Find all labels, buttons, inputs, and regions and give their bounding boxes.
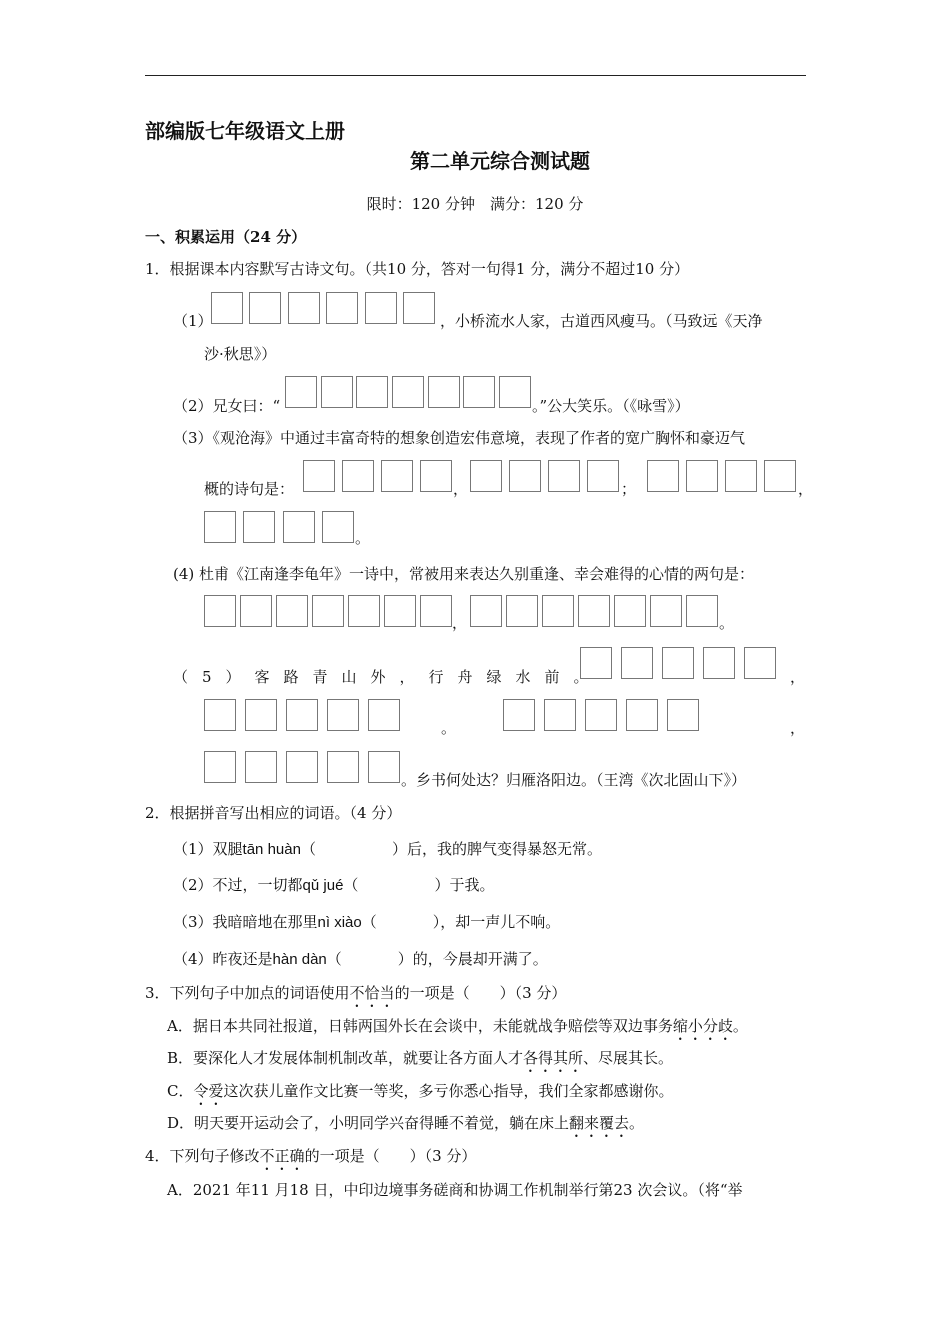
answer-box[interactable] <box>204 699 236 731</box>
answer-box[interactable] <box>286 751 318 783</box>
option-text: 、尽展其长。 <box>583 1049 674 1067</box>
answer-box[interactable] <box>647 460 679 492</box>
answer-box[interactable] <box>249 292 281 324</box>
answer-box[interactable] <box>470 460 502 492</box>
q3-stem-text: 的一项是（ ）（3 分） <box>394 984 567 1002</box>
answer-box[interactable] <box>764 460 796 492</box>
q1-3-head: 概的诗句是： <box>204 480 295 498</box>
page-title: 第二单元综合测试题 <box>410 149 590 173</box>
header-rule <box>145 75 806 76</box>
pinyin: nì xiào <box>317 914 362 931</box>
q4-option-a[interactable]: A．2021 年11 月18 日，中印边境事务磋商和协调工作机制举行第23 次会议。（将“举 <box>167 1181 743 1199</box>
answer-box[interactable] <box>428 376 460 408</box>
option-text: C． <box>167 1082 194 1100</box>
answer-box[interactable] <box>503 699 535 731</box>
answer-box[interactable] <box>509 460 541 492</box>
emphasis-text: 令爱 <box>193 1082 224 1100</box>
q1-4-line1: (4) 杜甫《江南逢李龟年》一诗中，常被用来表达久别重逢、幸会难得的心情的两句是： <box>173 565 755 583</box>
answer-box[interactable] <box>470 595 502 627</box>
answer-box[interactable] <box>499 376 531 408</box>
answer-box[interactable] <box>368 699 400 731</box>
emphasis-text: 不恰当 <box>349 984 395 1002</box>
paren: （ <box>326 950 342 968</box>
answer-box[interactable] <box>650 595 682 627</box>
answer-box[interactable] <box>285 376 317 408</box>
paren: （ <box>361 913 377 931</box>
period: 。 <box>355 529 371 547</box>
emphasis-text: 缩小分歧 <box>672 1017 733 1035</box>
answer-box[interactable] <box>204 595 236 627</box>
answer-box[interactable] <box>506 595 538 627</box>
answer-box[interactable] <box>686 460 718 492</box>
answer-box[interactable] <box>686 595 718 627</box>
answer-box[interactable] <box>548 460 580 492</box>
q2-item-4 <box>173 949 548 970</box>
answer-box[interactable] <box>356 376 388 408</box>
q4-stem-text: 的一项是（ ）（3 分） <box>304 1147 477 1165</box>
answer-box[interactable] <box>245 699 277 731</box>
answer-box[interactable] <box>585 699 617 731</box>
option-text: A．据日本共同社报道，日韩两国外长在会谈中，未能就战争赔偿等双边事务 <box>167 1017 673 1035</box>
q3-option-b[interactable] <box>167 1048 673 1076</box>
answer-box[interactable] <box>703 647 735 679</box>
answer-box[interactable] <box>276 595 308 627</box>
q3-option-c[interactable] <box>167 1081 674 1109</box>
answer-box[interactable] <box>368 751 400 783</box>
q1-5-tail: 。乡书何处达？归雁洛阳边。（王湾《次北固山下》） <box>401 771 747 789</box>
emphasis-text: 各得其所 <box>523 1049 584 1067</box>
q3-stem-text: 3．下列句子中加点的词语使用 <box>145 984 350 1002</box>
q2-item-text: ）于我。 <box>434 876 495 894</box>
period: 。 <box>441 719 457 737</box>
option-text: B．要深化人才发展体制机制改革，就要让各方面人才 <box>167 1049 524 1067</box>
answer-box[interactable] <box>384 595 416 627</box>
answer-box[interactable] <box>662 647 694 679</box>
answer-box[interactable] <box>326 292 358 324</box>
answer-box[interactable] <box>365 292 397 324</box>
emphasis-text: 不正确 <box>259 1147 305 1165</box>
time-limit: 限时：120 分钟 满分：120 分 <box>366 195 584 213</box>
answer-box[interactable] <box>211 292 243 324</box>
pinyin: tān huàn <box>242 841 301 858</box>
q2-item-text: （3）我暗暗地在那里 <box>173 913 318 931</box>
q2-item-text: ）的，今晨却开满了。 <box>397 950 548 968</box>
answer-box[interactable] <box>327 699 359 731</box>
answer-box[interactable] <box>243 511 275 543</box>
q3-option-d[interactable] <box>167 1113 644 1141</box>
answer-box[interactable] <box>614 595 646 627</box>
paren: （ <box>343 876 359 894</box>
comma: ， <box>453 480 469 498</box>
answer-box[interactable] <box>667 699 699 731</box>
q4-stem <box>145 1146 476 1174</box>
answer-box[interactable] <box>240 595 272 627</box>
answer-box[interactable] <box>321 376 353 408</box>
period: 。 <box>719 614 735 632</box>
pinyin: qǔ jué <box>302 877 344 894</box>
q1-3-line1: （3）《观沧海》中通过丰富奇特的想象创造宏伟意境，表现了作者的宽广胸怀和豪迈气 <box>173 429 746 447</box>
q4-stem-text: 4．下列句子修改 <box>145 1147 260 1165</box>
q2-item-text: （1）双腿 <box>173 840 243 858</box>
q2-item-text: （4）昨夜还是 <box>173 950 273 968</box>
q1-5-head: （5）客路青山外，行舟绿水前。 <box>173 668 603 686</box>
answer-box[interactable] <box>621 647 653 679</box>
option-text: 这次获儿童作文比赛一等奖，多亏你悉心指导，我们全家都感谢你。 <box>223 1082 674 1100</box>
q1-1-number: （1） <box>173 312 213 330</box>
answer-box[interactable] <box>626 699 658 731</box>
answer-box[interactable] <box>204 511 236 543</box>
answer-box[interactable] <box>587 460 619 492</box>
answer-box[interactable] <box>542 595 574 627</box>
answer-box[interactable] <box>303 460 335 492</box>
answer-box[interactable] <box>348 595 380 627</box>
comma: ， <box>798 480 814 498</box>
answer-box[interactable] <box>342 460 374 492</box>
q2-item-text: ），却一声儿不响。 <box>432 913 561 931</box>
comma: ， <box>790 668 806 686</box>
option-text: D．明天要开运动会了，小明同学兴奋得睡不着觉，躺在床上 <box>167 1114 570 1132</box>
answer-box[interactable] <box>544 699 576 731</box>
q3-option-a[interactable] <box>167 1016 748 1044</box>
emphasis-text: 翻来覆去 <box>569 1114 630 1132</box>
q2-item-text: ）后，我的脾气变得暴怒无常。 <box>391 840 602 858</box>
answer-box[interactable] <box>403 292 435 324</box>
answer-box[interactable] <box>580 647 612 679</box>
answer-box[interactable] <box>392 376 424 408</box>
comma: ， <box>790 719 806 737</box>
section-heading: 一、积累运用（24 分） <box>145 228 307 246</box>
answer-box[interactable] <box>204 751 236 783</box>
q2-item-3 <box>173 912 560 933</box>
answer-box[interactable] <box>245 751 277 783</box>
answer-box[interactable] <box>312 595 344 627</box>
q1-1-continued: 沙·秋思》） <box>204 345 277 363</box>
paren: （ <box>300 840 316 858</box>
answer-box[interactable] <box>578 595 610 627</box>
option-text: 。 <box>732 1017 748 1035</box>
q3-stem <box>145 983 566 1011</box>
answer-box[interactable] <box>381 460 413 492</box>
answer-box[interactable] <box>744 647 776 679</box>
answer-box[interactable] <box>420 460 452 492</box>
answer-box[interactable] <box>463 376 495 408</box>
answer-box[interactable] <box>327 751 359 783</box>
pinyin: hàn dàn <box>272 951 327 968</box>
q1-1-tail: ，小桥流水人家，古道西风瘦马。（马致远《天净 <box>440 312 763 330</box>
answer-box[interactable] <box>725 460 757 492</box>
answer-box[interactable] <box>420 595 452 627</box>
option-text: 。 <box>629 1114 645 1132</box>
semicolon: ； <box>621 480 637 498</box>
answer-box[interactable] <box>286 699 318 731</box>
answer-box[interactable] <box>322 511 354 543</box>
series-title: 部编版七年级语文上册 <box>145 119 345 143</box>
answer-box[interactable] <box>288 292 320 324</box>
q2-item-2 <box>173 875 494 896</box>
q2-item-1 <box>173 839 602 860</box>
comma: ， <box>452 614 468 632</box>
q1-2-head: （2）兄女曰：“ <box>173 397 281 415</box>
q1-2-tail: 。”公大笑乐。（《咏雪》） <box>532 397 690 415</box>
q2-item-text: （2）不过，一切都 <box>173 876 303 894</box>
q2-stem: 2．根据拼音写出相应的词语。（4 分） <box>145 804 402 822</box>
answer-box[interactable] <box>283 511 315 543</box>
q1-stem: 1．根据课本内容默写古诗文句。（共10 分，答对一句得1 分，满分不超过10 分） <box>145 260 690 278</box>
